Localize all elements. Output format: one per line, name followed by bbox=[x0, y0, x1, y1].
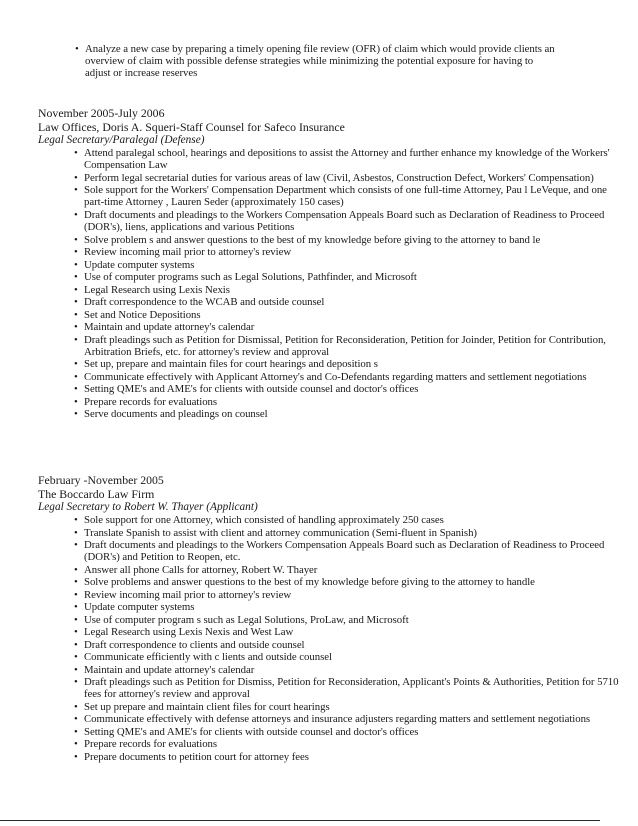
bullet-item: • Prepare documents to petition court for attorney fees bbox=[74, 751, 628, 763]
job-title: Legal Secretary to Robert W. Thayer (Applicant) bbox=[38, 501, 258, 513]
bullet-item: • Solve problem s and answer questions to the best of my knowledge before giving to the attorney to band le bbox=[74, 234, 628, 246]
page-bottom-rule bbox=[0, 820, 600, 821]
bullet-item: • Sole support for one Attorney, which consisted of handling approximately 250 cases bbox=[74, 514, 628, 526]
bullet-item: • Translate Spanish to assist with client and attorney communication (Semi-fluent in Spanish) bbox=[74, 527, 628, 539]
bullet-item: • Legal Research using Lexis Nexis and West Law bbox=[74, 626, 628, 638]
bullet-item: • Communicate effectively with Applicant Attorney's and Co-Defendants regarding matters and settlement negotiations bbox=[74, 371, 628, 383]
bullet-item: • Analyze a new case by preparing a timely opening file review (OFR) of claim which would provide clients an overview of claim with possible defense strategies while minimizing the potential exposure for having to adjust or increase reserves bbox=[75, 43, 555, 80]
bullet-item: • Serve documents and pleadings on counsel bbox=[74, 408, 628, 420]
bullet-item: • Legal Research using Lexis Nexis bbox=[74, 284, 628, 296]
bullet-item: • Review incoming mail prior to attorney's review bbox=[74, 246, 628, 258]
bullet-item: • Maintain and update attorney's calendar bbox=[74, 664, 628, 676]
bullet-item: • Prepare records for evaluations bbox=[74, 738, 628, 750]
bullet-item: • Setting QME's and AME's for clients with outside counsel and doctor's offices bbox=[74, 383, 628, 395]
bullet-item: • Prepare records for evaluations bbox=[74, 396, 628, 408]
bullet-item: • Sole support for the Workers' Compensation Department which consists of one full-time Attorney, Pau l LeVeque, and one part-time Attorney , Lauren Seder (approximately 150 cases) bbox=[74, 184, 628, 208]
bullet-item: • Set up, prepare and maintain files for court hearings and deposition s bbox=[74, 358, 628, 370]
bullet-item: • Draft documents and pleadings to the Workers Compensation Appeals Board such as Declaration of Readiness to Proceed (DOR's), liens, applications and various Petitions bbox=[74, 209, 628, 233]
bullet-item: • Answer all phone Calls for attorney, Robert W. Thayer bbox=[74, 564, 628, 576]
job-dates: February -November 2005 bbox=[38, 473, 164, 487]
job-duties-list bbox=[74, 514, 628, 763]
bullet-item: • Draft pleadings such as Petition for Dismissal, Petition for Reconsideration, Petition for Joinder, Petition for Contribution, Arbitration Briefs, etc. for attorney's review and approval bbox=[74, 334, 628, 358]
job-employer: Law Offices, Doris A. Squeri-Staff Counsel for Safeco Insurance bbox=[38, 120, 345, 134]
continued-bullet-list bbox=[75, 43, 555, 80]
bullet-item: • Review incoming mail prior to attorney's review bbox=[74, 589, 628, 601]
job-duties-list bbox=[74, 147, 628, 421]
bullet-item: • Communicate effectively with defense attorneys and insurance adjusters regarding matters and settlement negotiations bbox=[74, 713, 628, 725]
bullet-item: • Use of computer program s such as Legal Solutions, ProLaw, and Microsoft bbox=[74, 614, 628, 626]
bullet-item: • Solve problems and answer questions to the best of my knowledge before giving to the attorney to handle bbox=[74, 576, 628, 588]
bullet-item: • Update computer systems bbox=[74, 259, 628, 271]
job-employer: The Boccardo Law Firm bbox=[38, 487, 155, 501]
bullet-item: • Set and Notice Depositions bbox=[74, 309, 628, 321]
bullet-item: • Draft correspondence to the WCAB and outside counsel bbox=[74, 296, 628, 308]
bullet-item: • Use of computer programs such as Legal Solutions, Pathfinder, and Microsoft bbox=[74, 271, 628, 283]
bullet-item: • Draft documents and pleadings to the Workers Compensation Appeals Board such as Declaration of Readiness to Proceed (DOR's) and Petition to Reopen, etc. bbox=[74, 539, 628, 563]
bullet-item: • Update computer systems bbox=[74, 601, 628, 613]
job-dates: November 2005-July 2006 bbox=[38, 106, 165, 120]
job-title: Legal Secretary/Paralegal (Defense) bbox=[38, 134, 205, 146]
bullet-item: • Draft correspondence to clients and outside counsel bbox=[74, 639, 628, 651]
continued-bullets bbox=[75, 43, 555, 80]
bullet-item: • Maintain and update attorney's calendar bbox=[74, 321, 628, 333]
job-safeco bbox=[38, 106, 628, 421]
bullet-item: • Perform legal secretarial duties for various areas of law (Civil, Asbestos, Construction Defect, Workers' Compensation) bbox=[74, 172, 628, 184]
job-boccardo bbox=[38, 473, 628, 763]
bullet-item: • Set up prepare and maintain client files for court hearings bbox=[74, 701, 628, 713]
bullet-item: • Attend paralegal school, hearings and depositions to assist the Attorney and further enhance my knowledge of the Workers' Compensation Law bbox=[74, 147, 628, 171]
bullet-item: • Communicate efficiently with c lients and outside counsel bbox=[74, 651, 628, 663]
bullet-item: • Setting QME's and AME's for clients with outside counsel and doctor's offices bbox=[74, 726, 628, 738]
bullet-item: • Draft pleadings such as Petition for Dismiss, Petition for Reconsideration, Applicant's Points & Authorities, Petition for 5710 fees for attorney's review and approval bbox=[74, 676, 628, 700]
